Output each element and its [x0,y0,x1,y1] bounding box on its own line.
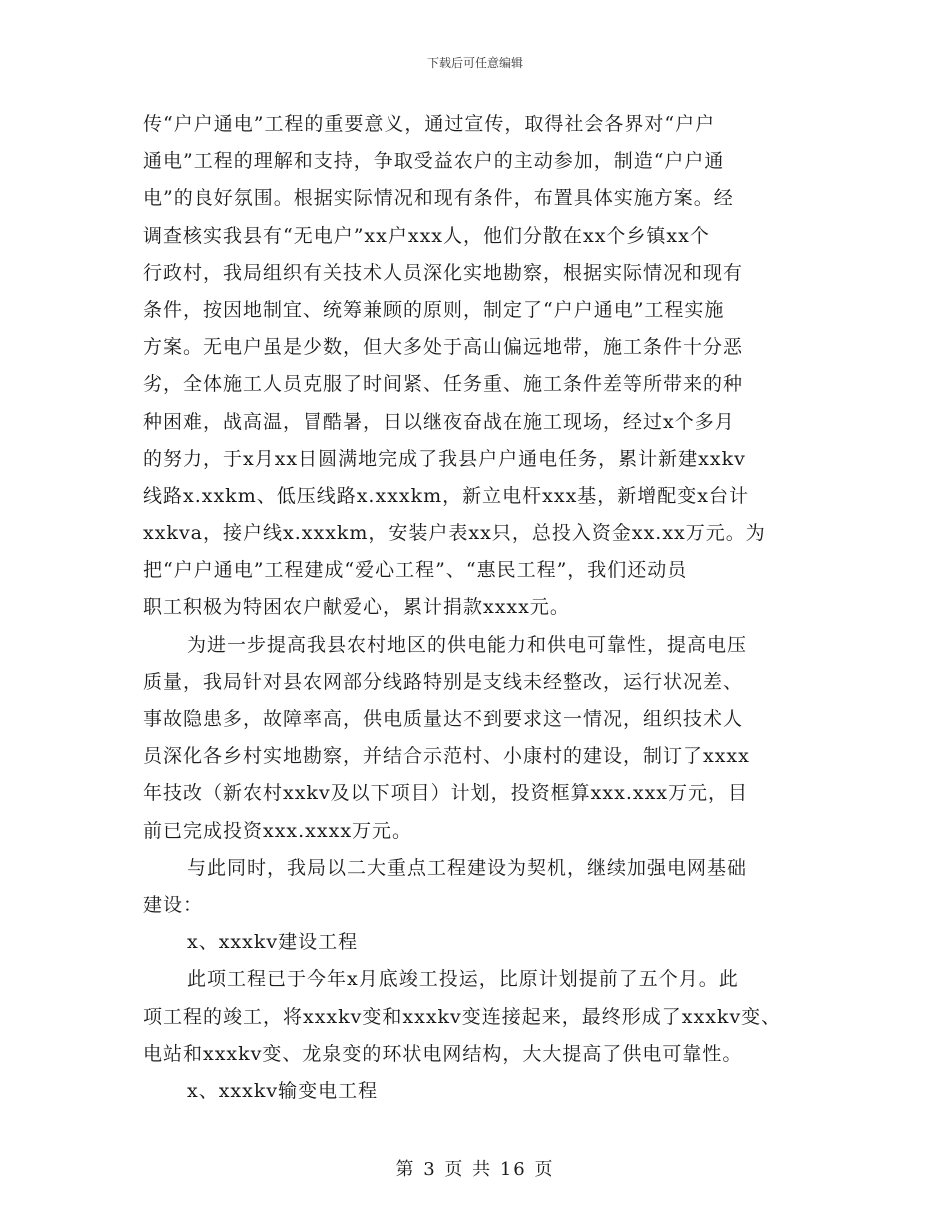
section-heading: x、xxxkv输变电工程 [187,1079,379,1102]
text-line: 条件，按因地制宜、统筹兼顾的原则，制定了“户户通电”工程实施 [143,298,725,321]
text-line: 项工程的竣工，将xxxkv变和xxxkv变连接起来，最终形成了xxxkv变、 [143,1005,782,1028]
paragraph-start-line: 为进一步提高我县农村地区的供电能力和供电可靠性，提高电压 [187,633,748,656]
paragraph-start-line: 此项工程已于今年x月底竣工投运，比原计划提前了五个月。此 [187,968,739,991]
text-line: 建设： [143,893,204,916]
text-line: 劣，全体施工人员克服了时间紧、任务重、施工条件差等所带来的种 [143,373,744,396]
page-number: 第 3 页 共 16 页 [395,1159,555,1180]
section-heading: x、xxxkv建设工程 [187,931,359,954]
text-line: 行政村，我局组织有关技术人员深化实地勘察，根据实际情况和现有 [143,261,744,284]
text-line: 调查核实我县有“无电户”xx户xxx人，他们分散在xx个乡镇xx个 [143,224,710,247]
text-line: 前已完成投资xxx.xxxx万元。 [143,819,413,842]
text-line: 把“户户通电”工程建成“爱心工程”、“惠民工程”，我们还动员 [143,559,688,582]
text-line: xxkva，接户线x.xxxkm，安装户表xx只，总投入资金xx.xx万元。为 [143,522,766,545]
text-line: 职工积极为特困农户献爱心，累计捐款xxxx元。 [143,596,570,619]
text-line: 线路x.xxkm、低压线路x.xxxkm，新立电杆xxx基，新增配变x台计 [143,484,750,507]
text-line: 传“户户通电”工程的重要意义，通过宣传，取得社会各界对“户户 [143,113,716,135]
text-line: 员深化各乡村实地勘察，并结合示范村、小康村的建设，制订了xxxx [143,745,750,768]
text-line: 电站和xxxkv变、龙泉变的环状电网结构，大大提高了供电可靠性。 [143,1042,743,1065]
text-line: 事故隐患多，故障率高，供电质量达不到要求这一情况，组织技术人 [143,708,744,730]
text-line: 年技改（新农村xxkv及以下项目）计划，投资框算xxx.xxx万元，目 [143,782,749,805]
page-header-note: 下载后可任意编辑 [426,56,523,70]
text-line: 电”的良好氛围。根据实际情况和现有条件，布置具体实施方案。经 [143,187,734,210]
document-body [143,106,803,1110]
text-line: 方案。无电户虽是少数，但大多处于高山偏远地带，施工条件十分恶 [143,336,744,359]
text-line: 种困难，战高温，冒酷暑，日以继夜奋战在施工现场，经过x个多月 [143,410,735,433]
text-line: 通电”工程的理解和支持，争取受益农户的主动参加，制造“户户通 [143,150,725,173]
text-line: 的努力，于x月xx日圆满地完成了我县户户通电任务，累计新建xxkv [143,447,746,470]
text-line: 质量，我局针对县农网部分线路特别是支线未经整改，运行状况差、 [143,670,744,693]
paragraph-start-line: 与此同时，我局以二大重点工程建设为契机，继续加强电网基础 [187,856,748,879]
